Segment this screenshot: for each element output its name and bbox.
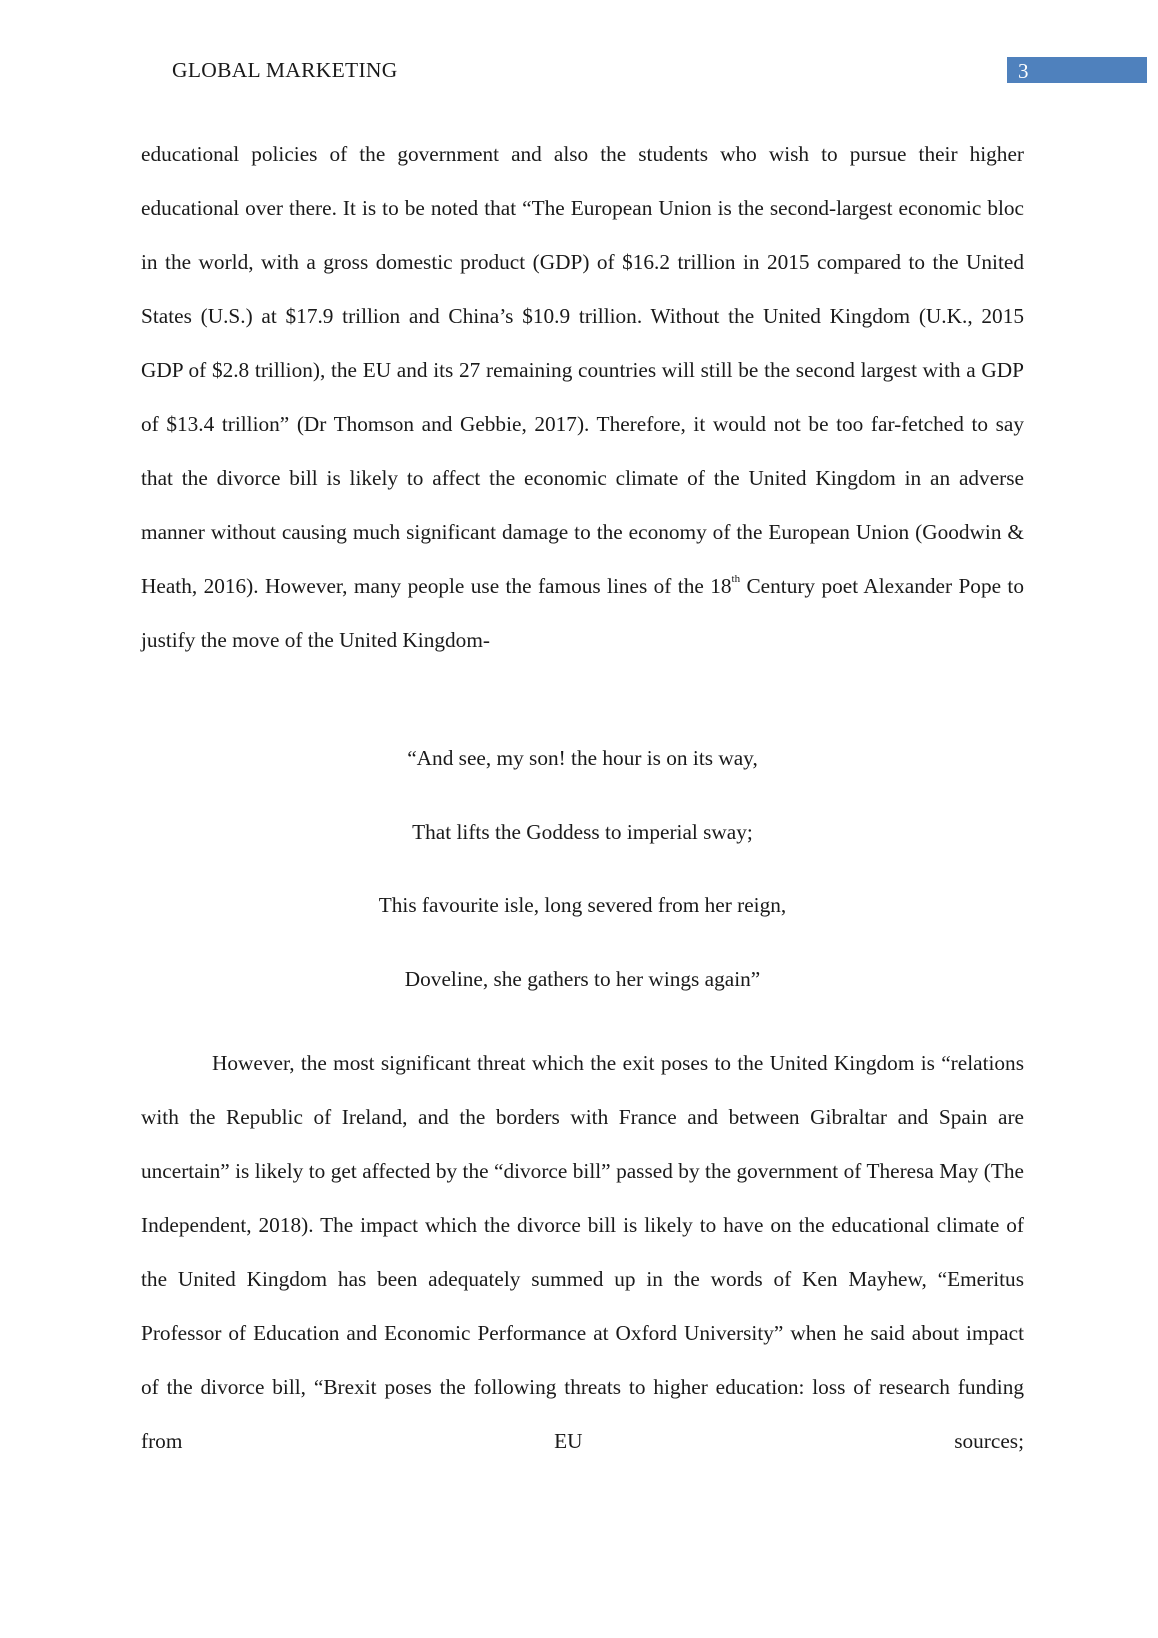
body-paragraph-2: However, the most significant threat which the exit poses to the United Kingdom is “relations with the Republic of Ireland, and the borders with France and between Gibraltar and Spain are uncertain” is likely to get affected by the “divorce bill” passed by the government of Theresa May (The Independent, 2018). The impact which the divorce bill is likely to have on the educational climate of the United Kingdom has been adequately summed up in the words of Ken Mayhew, “Emeritus Professor of Education and Economic Performance at Oxford University” when he said about impact of the divorce bill, “Brexit poses the following threats to higher education: loss of research funding from EU sources; bbox=[141, 1051, 1024, 1453]
poem-line: That lifts the Goddess to imperial sway; bbox=[412, 819, 753, 844]
paragraph-1-text: educational policies of the government and also the students who wish to pursue their higher educational over there. It is to be noted that “The European Union is the second-largest economic bloc in the world, with a gross domestic product (GDP) of $16.2 trillion in 2015 compared to the United States (U.S.) at $17.9 trillion and China’s $10.9 trillion. Without the United Kingdom (U.K., 2015 GDP of $2.8 trillion), the EU and its 27 remaining countries will still be the second largest with a GDP of $13.4 trillion” (Dr Thomson and Gebbie, 2017). Therefore, it would not be too far-fetched to say that the divorce bill is likely to affect the economic climate of the United Kingdom in an adverse manner without causing much significant damage to the economy of the European Union (Goodwin & Heath, 2016). However, many people use the famous lines of the 18 bbox=[141, 142, 1024, 598]
ordinal-superscript: th bbox=[731, 573, 741, 585]
poem-line: “And see, my son! the hour is on its way, bbox=[407, 746, 758, 770]
paragraph-1-text-end: Century poet Alexander Pope to justify the move of the United Kingdom- bbox=[141, 574, 1024, 652]
poem-line: This favourite isle, long severed from her reign, bbox=[378, 893, 787, 917]
poem-line: Doveline, she gathers to her wings again” bbox=[404, 966, 761, 991]
body-paragraph-1 bbox=[141, 127, 1024, 667]
poem-quote bbox=[141, 746, 1024, 1040]
header-title: GLOBAL MARKETING bbox=[172, 58, 398, 82]
page-number: 3 bbox=[1018, 59, 1029, 83]
